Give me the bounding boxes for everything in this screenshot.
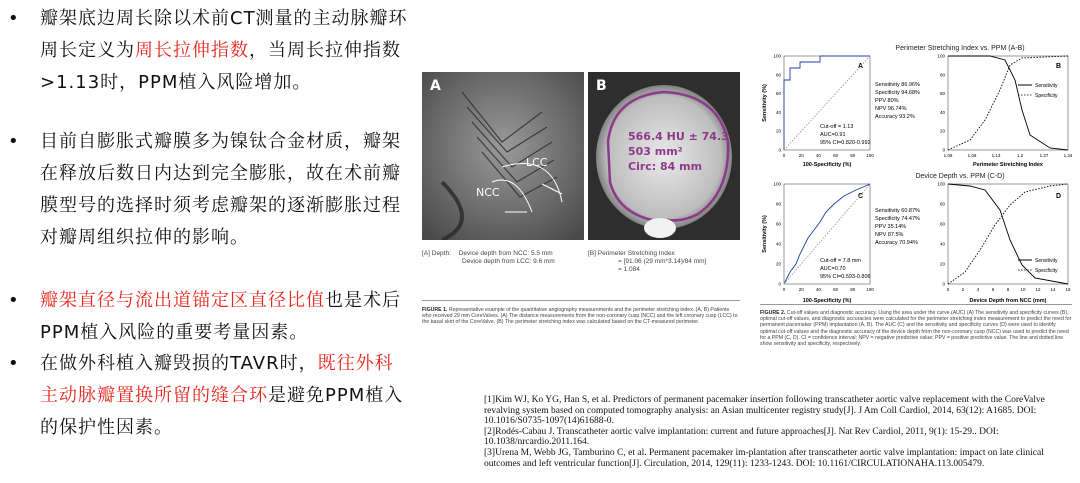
chart-a-stat: Accuracy 93.2% (875, 114, 915, 120)
x-tick-label: 1.34 (1063, 153, 1073, 158)
chart-a-cutoff: Cut-off = 1.13 (820, 124, 854, 130)
y-tick-label: 40 (939, 241, 945, 247)
y-tick-label: 20 (939, 261, 945, 267)
x-tick-label: 2 (961, 287, 965, 292)
reference-item: [3]Urena M, Webb JG, Tamburino C, et al. Permanent pacemaker im-plantation after transcatheter aortic valve implantation: impact on late clinical outcomes and left ventricular function[J]. Circulation, 2014, 129(11): 1233-1243. DOI: 10.1161/CIRCULATIONAHA.113.005479. (484, 447, 1044, 469)
x-tick-label: 1.06 (967, 153, 977, 158)
panel-a-letter: A (430, 78, 441, 94)
y-tick-label: 60 (939, 91, 945, 97)
chart-a-auc: AUC=0.91 (820, 132, 846, 138)
x-tick-label: 100 (866, 153, 874, 158)
depth-lcc: Device depth from LCC: 9.6 mm (462, 258, 555, 265)
chart-a-stat: NPV 96.74% (875, 106, 907, 112)
x-tick-label: 1.2 (1016, 153, 1024, 158)
y-tick-label: 80 (939, 201, 945, 207)
y-tick-label: 60 (775, 91, 781, 97)
fig2-title-bottom: Device Depth vs. PPM (C-D) (915, 173, 1005, 180)
chart-a-stat: PPV 80% (875, 98, 899, 104)
chart-b-xlabel: Perimeter Stretching Index (973, 162, 1043, 168)
x-tick-label: 20 (798, 153, 804, 158)
y-tick-label: 80 (775, 72, 781, 78)
circ-value: Circ: 84 mm (628, 160, 703, 173)
x-tick-label: 80 (850, 287, 856, 292)
y-tick-label: 0 (778, 147, 781, 153)
x-tick-label: 10 (1020, 287, 1026, 292)
chart-c-ylabel: Sensitivity (%) (762, 215, 768, 253)
figure1-panel-a (422, 72, 584, 240)
legend-d-specificity: Specificity (1035, 268, 1058, 274)
x-tick-label: 80 (850, 153, 856, 158)
x-tick-label: 1.13 (991, 153, 1001, 158)
caption-text: Representative example of the quantitative angiography measurements and the perimeter stretching index. (A, B) Patients who received 29 mm CoreValves. (A) The distance measurements from the non-coronary cusp (NCC) and the left coronary cusp (LCC) to the basal skirt of the CoreValve. (B) The perimeter stretching index was calculated based on the CT-measured perimeter. (422, 307, 738, 326)
y-tick-label: 80 (939, 72, 945, 78)
bullet-text: 瓣架底边周长除以术前CT测量的主动脉瓣环周长定义为 (40, 8, 408, 61)
fig2-title-top: Perimeter Stretching Index vs. PPM (A-B) (895, 45, 1025, 52)
references (484, 395, 1064, 469)
lcc-label: LCC (526, 156, 548, 169)
y-tick-label: 80 (775, 201, 781, 207)
x-tick-label: 40 (815, 153, 821, 158)
psi-label: [B] Perimeter Stretching Index (588, 250, 675, 257)
y-tick-label: 100 (773, 181, 781, 187)
caption-label: FIGURE 2. (760, 310, 786, 316)
y-tick-label: 100 (773, 53, 781, 59)
chart-a-ylabel: Sensitivity (%) (762, 84, 768, 122)
bullet-text: 也是术后PPM植入风险的重要考量因素。 (40, 290, 401, 343)
x-tick-label: 0 (946, 287, 950, 292)
bullet-text: 目前自膨胀式瓣膜多为镍钛合金材质，瓣架在释放后数日内达到完全膨胀，故在术前瓣膜型号的选择时须考虑瓣架的逐渐膨胀过程对瓣周组织拉伸的影响。 (40, 131, 401, 248)
psi-formula: = [91.06 (29 mm*3.14)/84 mm] (618, 258, 707, 265)
x-tick-label: 60 (833, 153, 839, 158)
chart-c-stat: Specificity 74.47% (875, 216, 920, 222)
chart-d-xlabel: Device Depth from NCC (mm) (969, 298, 1047, 304)
reference-item: [1]Kim WJ, Ko YG, Han S, et al. Predictors of permanent pacemaker insertion following transcatheter aortic valve replacement with the CoreValve revalving system based on computed tomography analysis: an Asian multicenter registry study[J]. J Am Coll Cardiol, 2014, 63(12): A1685. DOI: 10.1016/S0735-1097(14)61688-0. (484, 395, 1045, 427)
y-tick-label: 40 (939, 109, 945, 115)
bullet-highlight: 瓣架直径与流出道锚定区直径比值 (40, 290, 325, 311)
legend-b-sensitivity: Sensitivity (1035, 83, 1058, 89)
x-tick-label: 20 (798, 287, 804, 292)
x-tick-label: 6 (991, 287, 995, 292)
chart-a-xlabel: 100-Specificity (%) (802, 162, 852, 168)
chart-c-ci: 95% CI=0.593-0.806 (820, 274, 871, 280)
x-tick-label: 60 (833, 287, 839, 292)
depth-ncc: Device depth from NCC: 5.5 mm (458, 250, 553, 257)
y-tick-label: 40 (775, 109, 781, 115)
x-tick-label: 1.27 (1039, 153, 1049, 158)
y-tick-label: 20 (775, 128, 781, 134)
x-tick-label: 8 (1006, 287, 1010, 292)
chart-c-stat: NPV 87.5% (875, 232, 904, 238)
figure1-caption (422, 307, 740, 326)
bullet-list (0, 0, 412, 483)
y-tick-label: 0 (778, 281, 781, 287)
y-tick-label: 40 (775, 241, 781, 247)
chart-a-letter: A (858, 63, 864, 70)
chart-c-cutoff: Cut-off = 7.8 mm (820, 258, 862, 264)
x-tick-label: 0 (782, 287, 786, 292)
chart-a-ci: 95% CI=0.820-0.992 (820, 140, 871, 146)
figure1-depth-note (422, 250, 582, 266)
psi-value: = 1.084 (618, 266, 640, 273)
figure1-divider (422, 300, 740, 301)
chart-c-auc: AUC=0.70 (820, 266, 846, 272)
figure1-panel-b (588, 72, 740, 240)
panel-b-letter: B (596, 78, 607, 94)
ncc-label: NCC (476, 186, 500, 199)
hu-value: 566.4 HU ± 74.3 (628, 130, 729, 143)
figure1-psi-note (588, 250, 740, 274)
y-tick-label: 0 (942, 281, 945, 287)
bullet-text: 是避免PPM植入的保护性因素。 (40, 385, 404, 438)
legend-b-specificity: Specificity (1035, 93, 1058, 99)
x-tick-label: 4 (976, 287, 980, 292)
legend-d-sensitivity: Sensitivity (1035, 258, 1058, 264)
y-tick-label: 0 (942, 147, 945, 153)
y-tick-label: 100 (937, 181, 945, 187)
chart-c-letter: C (858, 193, 864, 200)
bullet-dot: • (8, 8, 20, 29)
bullet-dot: • (8, 353, 20, 374)
x-tick-label: 0 (782, 153, 786, 158)
x-tick-label: 40 (815, 287, 821, 292)
reference-item: [2]Rodés-Cabau J. Transcatheter aortic valve implantation: current and future approaches[J]. Nat Rev Cardiol, 2011, 9(1): 15-29.. DOI: 10.1038/nrcardio.2011.164. (484, 426, 999, 448)
x-tick-label: 100 (866, 287, 874, 292)
figure2-divider (760, 304, 1072, 305)
chart-a-stat: Sensitivity 86.96% (875, 82, 920, 88)
figure2-charts (760, 40, 1076, 306)
chart-a-stat: Specificity 94.68% (875, 90, 920, 96)
x-tick-label: 1.08 (943, 153, 953, 158)
y-tick-label: 100 (937, 53, 945, 59)
chart-b-letter: B (1056, 63, 1062, 70)
sensitivity-curve-b (948, 56, 1068, 150)
bullet-highlight: 既往外科主动脉瓣置换所留的缝合环 (40, 353, 394, 406)
angiography-image (422, 72, 584, 240)
x-tick-label: 16 (1065, 287, 1071, 292)
chart-b-frame (948, 56, 1068, 150)
caption-label: FIGURE 1. (422, 307, 448, 313)
bullet-text: 在做外科植入瓣毁损的TAVR时， (40, 353, 318, 374)
bullet-text: ，当周长拉伸指数>1.13时，PPM植入风险增加。 (40, 40, 401, 93)
x-tick-label: 14 (1050, 287, 1056, 292)
y-tick-label: 20 (939, 128, 945, 134)
area-value: 503 mm² (628, 145, 683, 158)
x-tick-label: 12 (1035, 287, 1041, 292)
chart-c-stat: Accuracy 70.94% (875, 240, 918, 246)
y-tick-label: 60 (939, 221, 945, 227)
chart-c-stat: PPV 35.14% (875, 224, 907, 230)
caption-text: Cut-off values and diagnostic accuracy. Using the area under the curve (AUC) (A) The sensitivity and specificity curves (B), optimal cut-off values, and diagnostic accuracies were calculated for the perimeter stretching index measurement to predict the need for permanent pacemaker (PPM) implantation (A, B). The AUC (C) and the sensitivity and specificity curves (D) were used to identify optimal cut-off values and the diagnostic accuracy of the device depth from the non-coronary cusp (NCC) was used to predict the need for a PPM (C, D). CI = confidence interval; NPV = negative predictive value; PPV = positive predictive value. The line and dotted line show sensitivity and specificity, respectively. (760, 310, 1072, 348)
y-tick-label: 60 (775, 221, 781, 227)
figure2-caption (760, 310, 1072, 347)
chart-c-stat: Sensitivity 60.87% (875, 208, 920, 214)
bullet-dot: • (8, 131, 20, 152)
depth-label: [A] Depth: (422, 250, 451, 257)
specificity-curve-b (948, 56, 1068, 150)
bullet-highlight: 周长拉伸指数 (135, 40, 249, 61)
y-tick-label: 20 (775, 261, 781, 267)
chart-d-letter: D (1056, 193, 1062, 200)
chart-c-xlabel: 100-Specificity (%) (802, 298, 852, 304)
bullet-dot: • (8, 290, 20, 311)
